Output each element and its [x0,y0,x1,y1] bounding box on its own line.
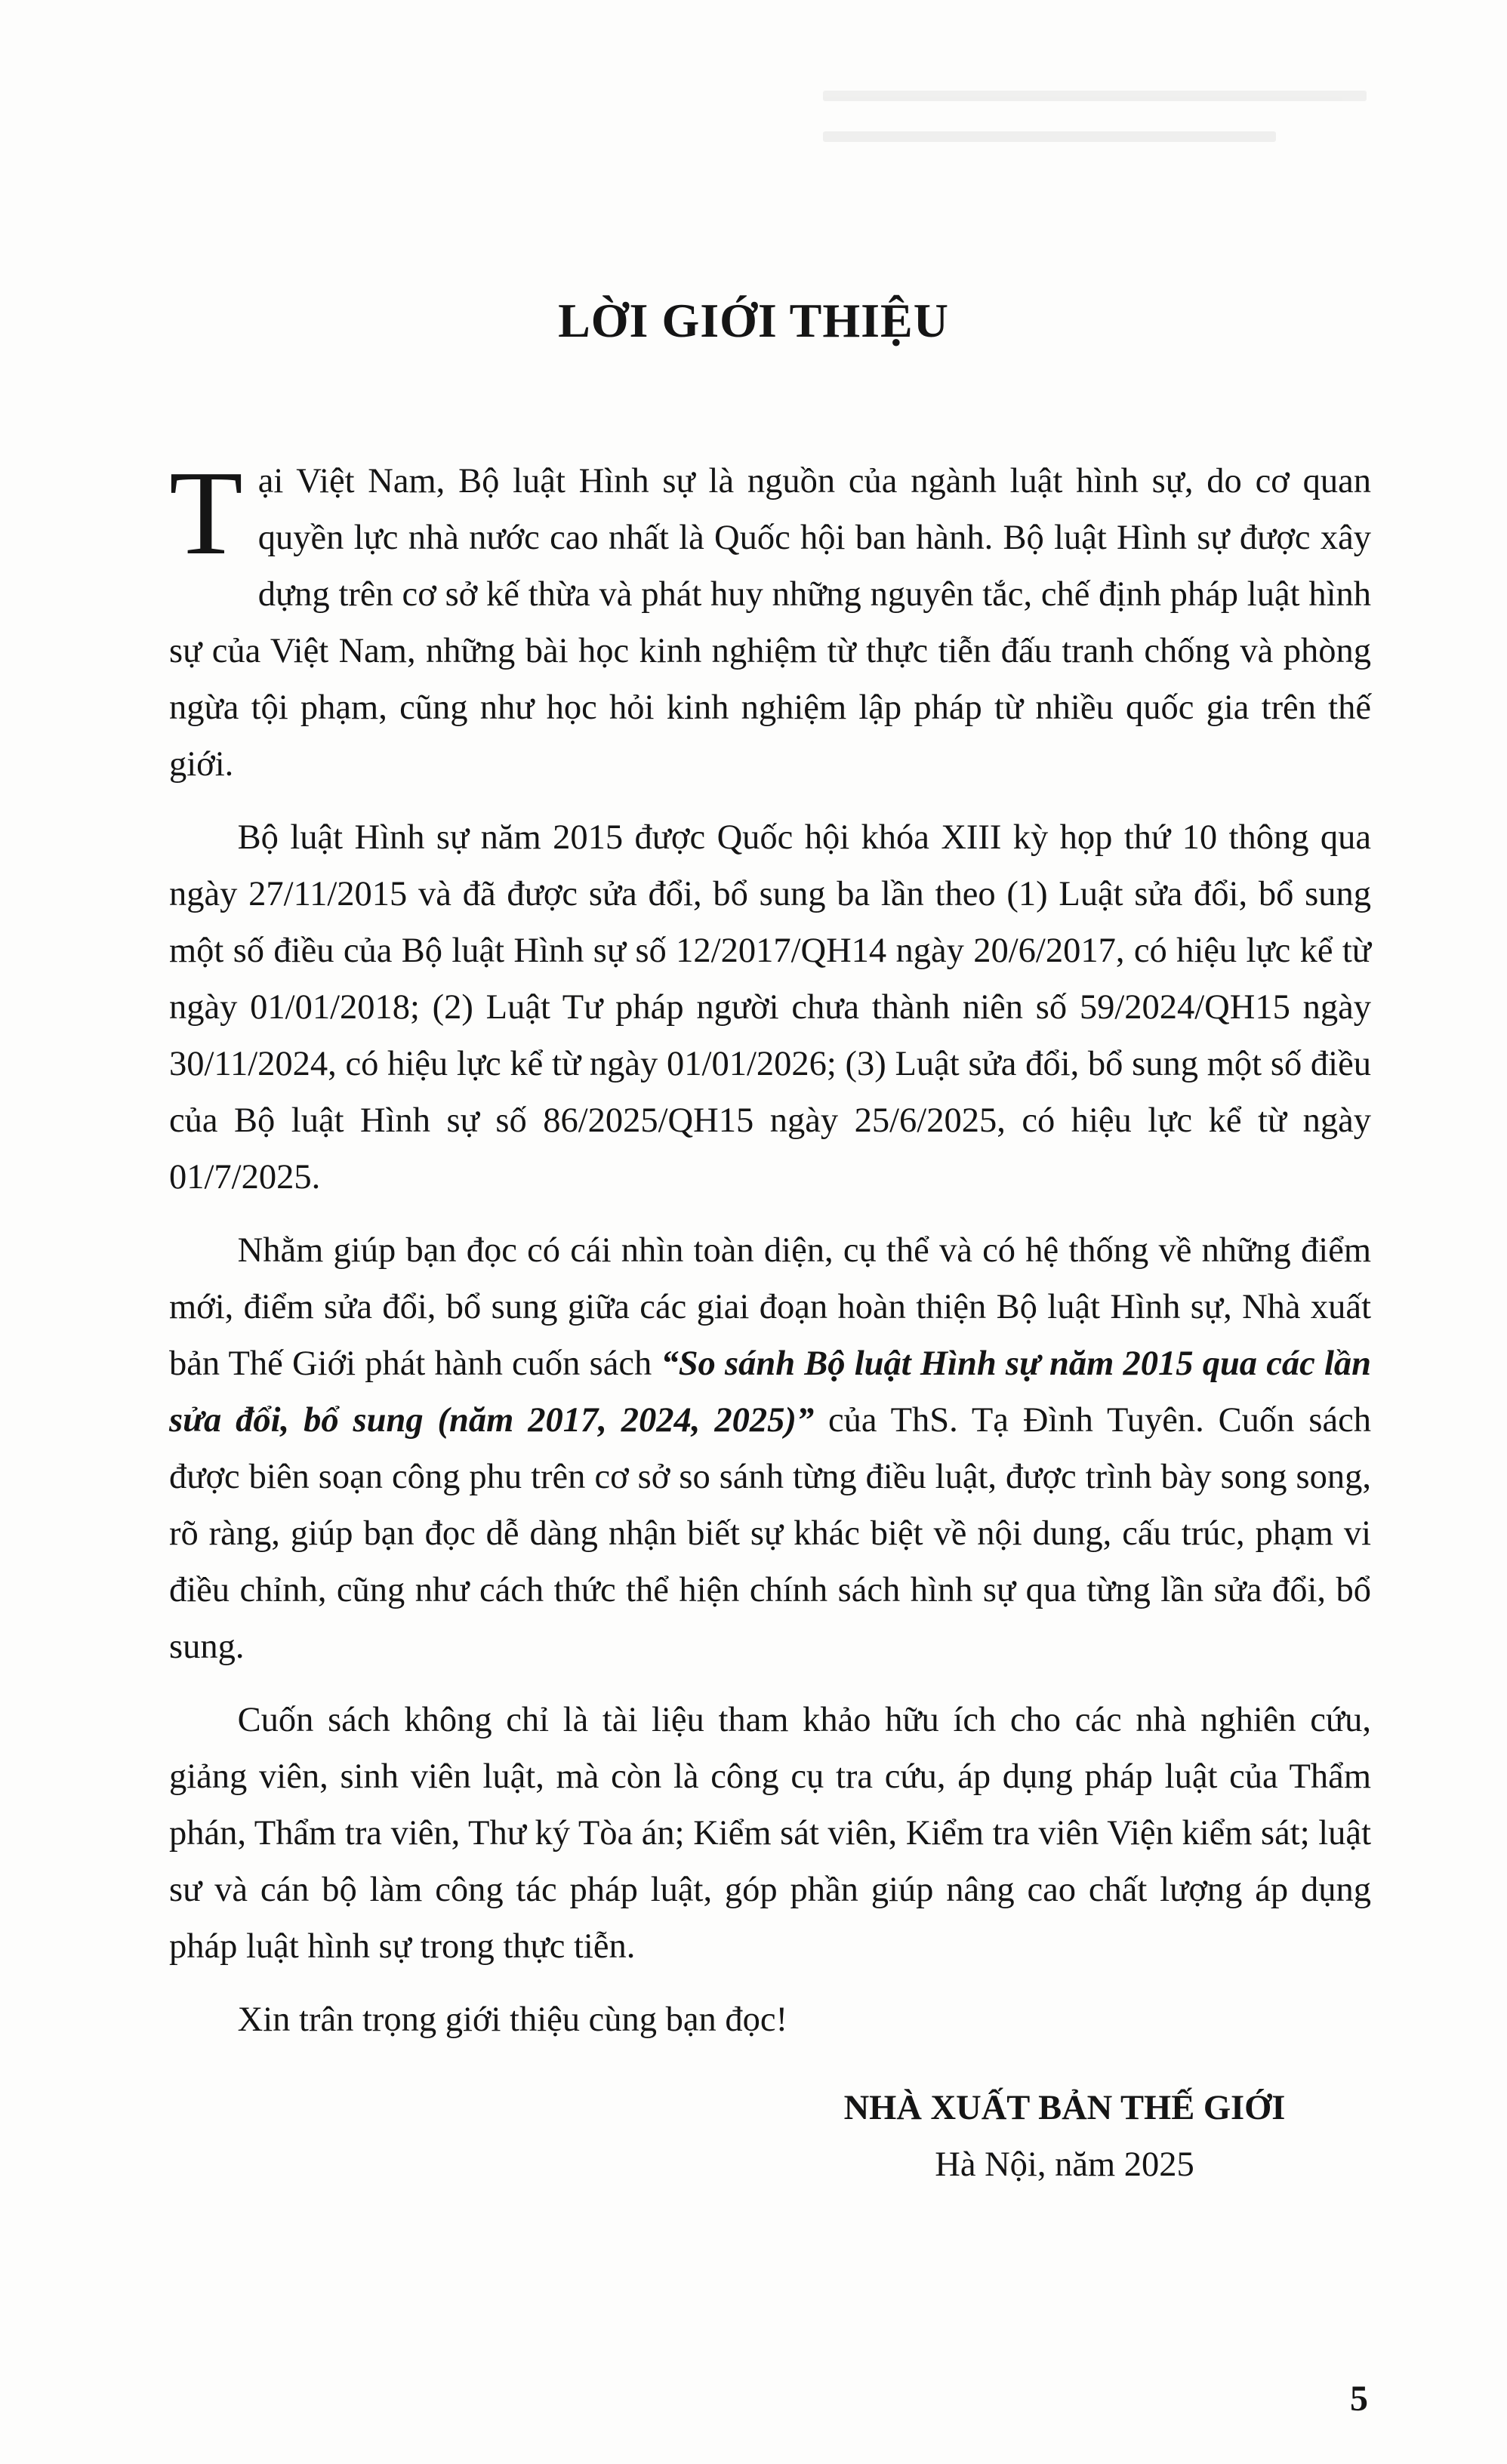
publisher-name: NHÀ XUẤT BẢN THẾ GIỚI [843,2089,1286,2127]
drop-cap: T [169,445,243,580]
bleed-through-shadow [823,91,1397,211]
paragraph-3-rest: của ThS. Tạ Đình Tuyên. Cuốn sách được biên soạn công phu trên cơ sở so sánh từng điều luật, được trình bày song song, rõ ràng, giúp bạn đọc dễ dàng nhận biết sự khác biệt về nội dung, cấu trúc, phạm vi điều chỉnh, cũng như cách thức thể hiện chính sách hình sự qua từng lần sửa đổi, bổ sung. [169,1401,1371,1666]
paragraph-1 [169,445,1371,793]
paragraph-3-intro: Nhằm giúp bạn đọc có cái nhìn toàn diện, cụ thể và có hệ thống về những điểm mới, điểm sửa đổi, bổ sung giữa các giai đoạn hoàn thiện Bộ luật Hình sự, Nhà xuất bản Thế Giới phát hành cuốn sách [169,1231,1371,1383]
signature-block [815,2080,1314,2193]
page-number: 5 [1350,2379,1368,2419]
book-title: “So sánh Bộ luật Hình sự năm 2015 qua các lần sửa đổi, bổ sung (năm 2017, 2024, 2025)” [169,1344,1372,1440]
page-title: LỜI GIỚI THIỆU [558,293,949,347]
paragraph-4: Cuốn sách không chỉ là tài liệu tham khảo hữu ích cho các nhà nghiên cứu, giảng viên, sinh viên luật, mà còn là công cụ tra cứu, áp dụng pháp luật của Thẩm phán, Thẩm tra viên, Thư ký Tòa án; Kiểm sát viên, Kiểm tra viên Viện kiểm sát; luật sư và cán bộ làm công tác pháp luật, góp phần giúp nâng cao chất lượng áp dụng pháp luật hình sự trong thực tiễn. [169,1701,1371,1966]
introduction-body [169,445,1372,2048]
place-date: Hà Nội, năm 2025 [935,2145,1194,2184]
paragraph-1-text: ại Việt Nam, Bộ luật Hình sự là nguồn của ngành luật hình sự, do cơ quan quyền lực nhà nước cao nhất là Quốc hội ban hành. Bộ luật Hình sự được xây dựng trên cơ sở kế thừa và phát huy những nguyên tắc, chế định pháp luật hình sự của Việt Nam, những bài học kinh nghiệm từ thực tiễn đấu tranh chống và phòng ngừa tội phạm, cũng như học hỏi kinh nghiệm lập pháp từ nhiều quốc gia trên thế giới. [169,462,1371,784]
closing-line: Xin trân trọng giới thiệu cùng bạn đọc! [237,2000,788,2039]
paragraph-3 [169,1222,1371,1675]
paragraph-2: Bộ luật Hình sự năm 2015 được Quốc hội khóa XIII kỳ họp thứ 10 thông qua ngày 27/11/2015 và đã được sửa đổi, bổ sung ba lần theo (1) Luật sửa đổi, bổ sung một số điều của Bộ luật Hình sự số 12/2017/QH14 ngày 20/6/2017, có hiệu lực kể từ ngày 01/01/2018; (2) Luật Tư pháp người chưa thành niên số 59/2024/QH15 ngày 30/11/2024, có hiệu lực kể từ ngày 01/01/2026; (3) Luật sửa đổi, bổ sung một số điều của Bộ luật Hình sự số 86/2025/QH15 ngày 25/6/2025, có hiệu lực kể từ ngày 01/7/2025. [169,818,1371,1197]
